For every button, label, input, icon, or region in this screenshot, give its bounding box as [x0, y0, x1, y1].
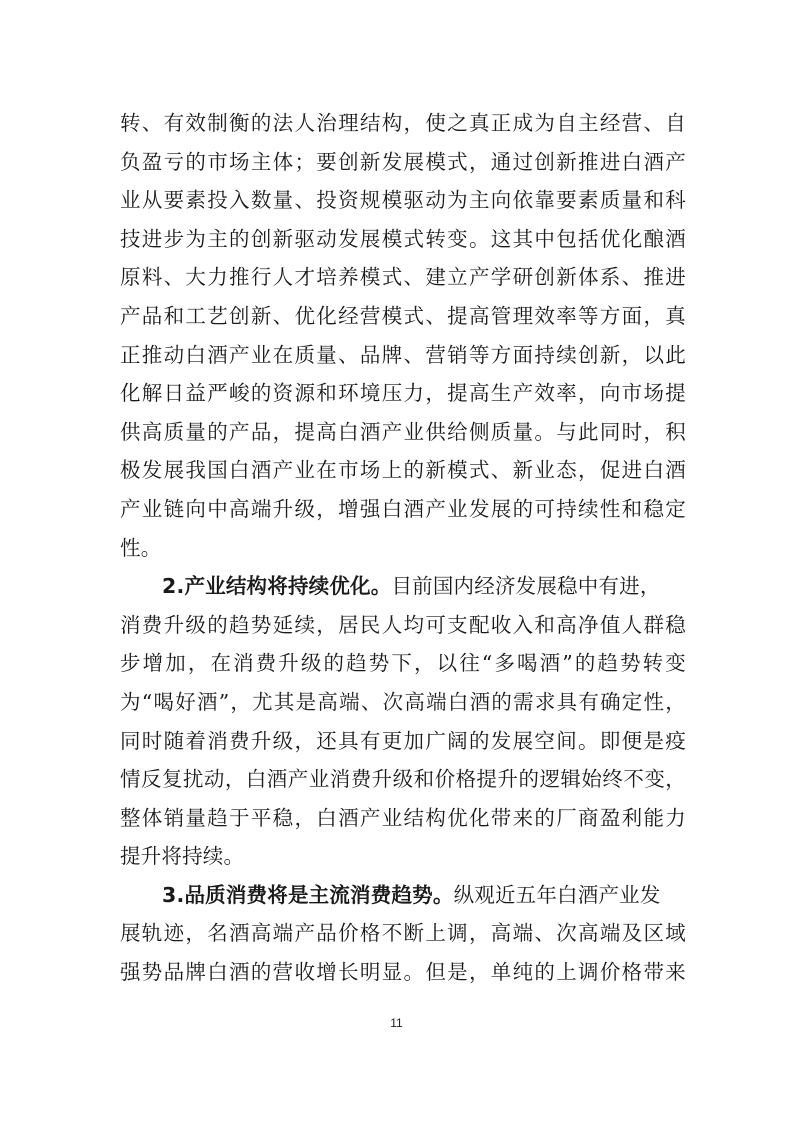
text-line: 情反复扰动，白酒产业消费升级和价格提升的逻辑始终不变， [120, 767, 686, 792]
text-line: 展轨迹，名酒高端产品价格不断上调，高端、次高端及区域 [120, 921, 686, 946]
text-line: 强势品牌白酒的营收增长明显。但是，单纯的上调价格带来 [120, 960, 686, 985]
page-number: 11 [390, 1016, 403, 1030]
text-line: 提升将持续。 [120, 844, 245, 869]
text-line: 极发展我国白酒产业在市场上的新模式、新业态，促进白酒 [120, 458, 686, 483]
text-line: 产业链向中高端升级，增强白酒产业发展的可持续性和稳定 [120, 496, 686, 521]
text-line: 原料、大力推行人才培养模式、建立产学研创新体系、推进 [120, 265, 686, 290]
paragraph-first-line [120, 876, 686, 915]
text-line: 负盈亏的市场主体；要创新发展模式，通过创新推进白酒产 [120, 149, 686, 174]
text-line: 化解日益严峻的资源和环境压力，提高生产效率，向市场提 [120, 381, 686, 406]
text-line: 技进步为主的创新驱动发展模式转变。这其中包括优化酿酒 [120, 226, 686, 251]
text-line: 步增加，在消费升级的趋势下，以往“多喝酒”的趋势转变 [120, 651, 686, 676]
text-line: 为“喝好酒”，尤其是高端、次高端白酒的需求具有确定性， [120, 689, 686, 714]
text-line: 消费升级的趋势延续，居民人均可支配收入和高净值人群稳 [120, 612, 686, 637]
text-line: 整体销量趋于平稳，白酒产业结构优化带来的厂商盈利能力 [120, 805, 686, 830]
text-line: 性。 [120, 535, 162, 560]
text-run: 目前国内经济发展稳中有进， [391, 574, 661, 599]
text-line: 转、有效制衡的法人治理结构，使之真正成为自主经营、自 [120, 111, 686, 135]
text-run: 纵观近五年白酒产业发 [453, 882, 661, 907]
text-line: 正推动白酒产业在质量、品牌、营销等方面持续创新，以此 [120, 342, 686, 367]
text-line: 业从要素投入数量、投资规模驱动为主向依靠要素质量和科 [120, 188, 686, 213]
section-heading: 2.产业结构将持续优化。 [162, 574, 392, 599]
section-heading: 3.品质消费将是主流消费趋势。 [162, 882, 454, 907]
body-text [120, 104, 686, 992]
text-line: 同时随着消费升级，还具有更加广阔的发展空间。即便是疫 [120, 728, 686, 753]
text-line: 供高质量的产品，提高白酒产业供给侧质量。与此同时，积 [120, 419, 686, 444]
text-line: 产品和工艺创新、优化经营模式、提高管理效率等方面，真 [120, 303, 686, 328]
paragraph-first-line [120, 567, 686, 606]
